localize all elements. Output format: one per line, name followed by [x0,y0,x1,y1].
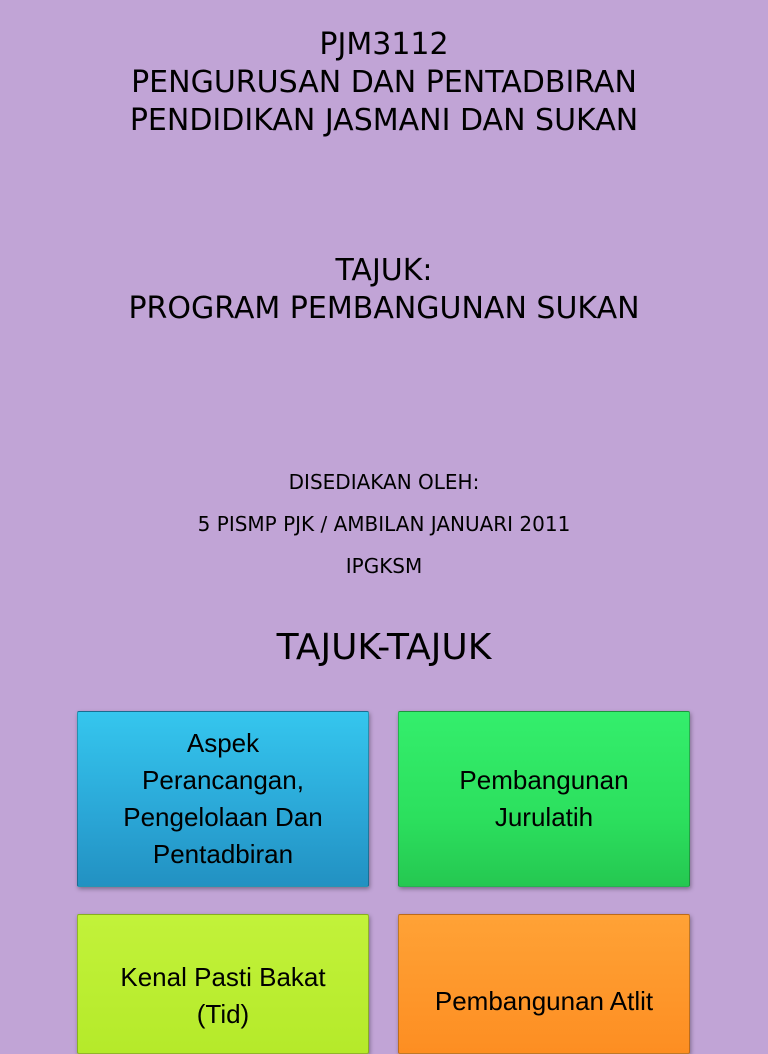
tile-line: Pembangunan [459,765,629,795]
topic-tile-planning-text [123,725,323,873]
topic-tile-athlete-development-text [435,983,653,1020]
prepared-by-block [0,461,768,587]
topic-tile-planning [77,711,369,887]
topics-heading: TAJUK-TAJUK [276,627,492,668]
prepared-by-institution: IPGKSM [345,554,423,578]
tile-line: Perancangan, [142,765,304,795]
tile-line: Jurulatih [494,802,594,832]
topic-tile-athlete-development [398,914,690,1054]
course-name-line-2: PENDIDIKAN JASMANI DAN SUKAN [129,103,639,138]
course-title-block [0,26,768,140]
tile-line: Aspek [186,728,260,758]
course-name-line-1: PENGURUSAN DAN PENTADBIRAN [131,65,637,100]
tile-line: Pentadbiran [152,839,294,869]
topic-tile-talent-identification [77,914,369,1054]
topic-title: PROGRAM PEMBANGUNAN SUKAN [128,291,640,326]
topic-tile-talent-identification-text [120,959,325,1033]
topic-label: TAJUK: [335,253,433,288]
topic-tile-coach-development-text [459,762,628,836]
tile-line: Pengelolaan Dan [123,802,323,832]
course-code: PJM3112 [319,27,449,62]
topic-tile-coach-development [398,711,690,887]
tile-line: Pembangunan Atlit [434,986,654,1016]
tile-line: Kenal Pasti Bakat [120,962,326,992]
prepared-by-group: 5 PISMP PJK / AMBILAN JANUARI 2011 [197,512,571,536]
topic-block [0,252,768,328]
tile-line: (Tid) [196,999,250,1029]
prepared-by-label: DISEDIAKAN OLEH: [288,470,480,494]
